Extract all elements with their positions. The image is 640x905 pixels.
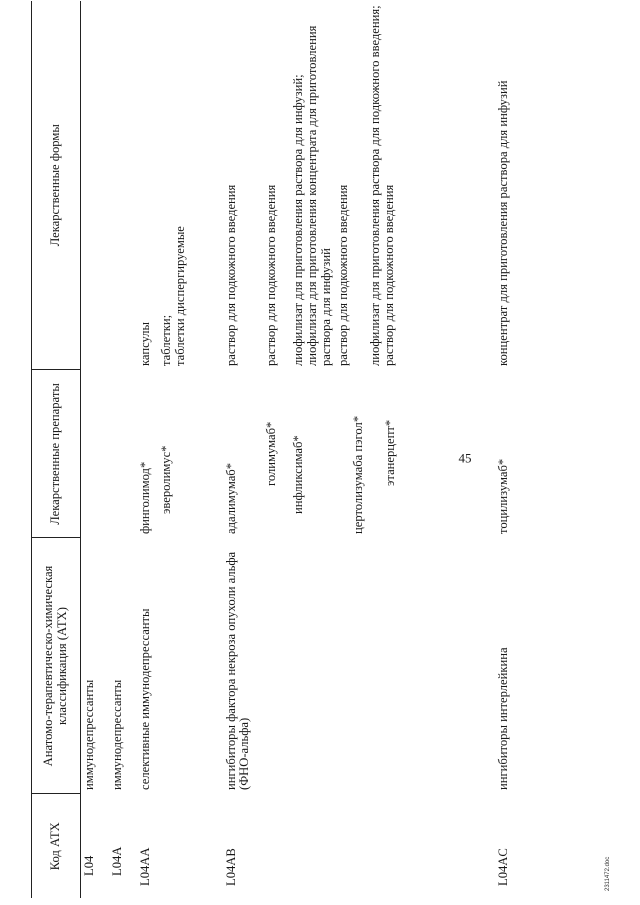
table-row [109, 1, 137, 898]
table-header-row [32, 1, 81, 898]
table-row [223, 1, 495, 898]
header-classification: Анатомо-терапевтическо-химическая классификация (АТХ) [32, 538, 81, 794]
forms-cell [495, 1, 620, 370]
atc-classification: ингибиторы интерлейкина [495, 647, 510, 790]
form-item: раствор для подкожного введения [264, 184, 279, 366]
forms-cell [137, 1, 223, 370]
header-code: Код АТХ [48, 822, 63, 871]
atc-code: L04 [82, 855, 96, 876]
preparations-cell [137, 370, 223, 538]
footer-filename: 2311472.doc [605, 856, 611, 891]
header-forms: Лекарственные формы [32, 1, 81, 370]
form-item: раствор для подкожного введения [382, 184, 397, 366]
preparation-item: эверолимус* [159, 445, 174, 514]
atc-classification: иммунодепрессанты [82, 679, 96, 790]
form-item: раствор для подкожного введения [223, 184, 238, 366]
form-item: лиофилизат для приготовления концентрата для приготовления раствора для инфузий [304, 25, 333, 366]
table-row [81, 1, 109, 898]
form-item: таблетки; [159, 314, 174, 366]
atc-classification: селективные иммунодепрессанты [137, 608, 152, 790]
form-item: капсулы [137, 321, 152, 366]
preparations-cell [495, 370, 620, 538]
atc-code: L04AB [223, 848, 238, 886]
preparation-item: голимумаб* [264, 421, 279, 486]
form-item: таблетки диспергируемые [173, 226, 188, 366]
preparation-item: тоцилизумаб* [495, 458, 510, 534]
atc-code: L04AA [137, 847, 152, 886]
preparations-cell [223, 370, 495, 538]
atc-code: L04A [109, 846, 124, 876]
form-item: раствор для подкожного введения [336, 184, 351, 366]
atc-code: L04AC [495, 848, 510, 886]
table-row [495, 1, 620, 898]
header-preparations: Лекарственные препараты [32, 370, 81, 538]
table-row [137, 1, 223, 898]
page-number: 45 [458, 450, 472, 466]
form-item: концентрат для приготовления раствора для инфузий [495, 80, 510, 366]
form-item: лиофилизат для приготовления раствора для подкожного введения; [368, 5, 383, 366]
preparation-item: адалимумаб* [223, 463, 238, 534]
atc-table [31, 1, 619, 898]
preparation-item: финголимод* [137, 461, 152, 534]
preparation-item: цертолизумаба пэгол* [350, 415, 365, 534]
preparation-item: инфликсимаб* [291, 435, 306, 514]
atc-classification: ингибиторы фактора некроза опухоли альфа (ФНО-альфа) [223, 551, 252, 790]
forms-cell [223, 1, 495, 370]
preparation-item: этанерцепт* [382, 419, 397, 486]
atc-classification: иммунодепрессанты [109, 679, 124, 790]
form-item: лиофилизат для приготовления раствора для инфузий; [291, 74, 306, 366]
